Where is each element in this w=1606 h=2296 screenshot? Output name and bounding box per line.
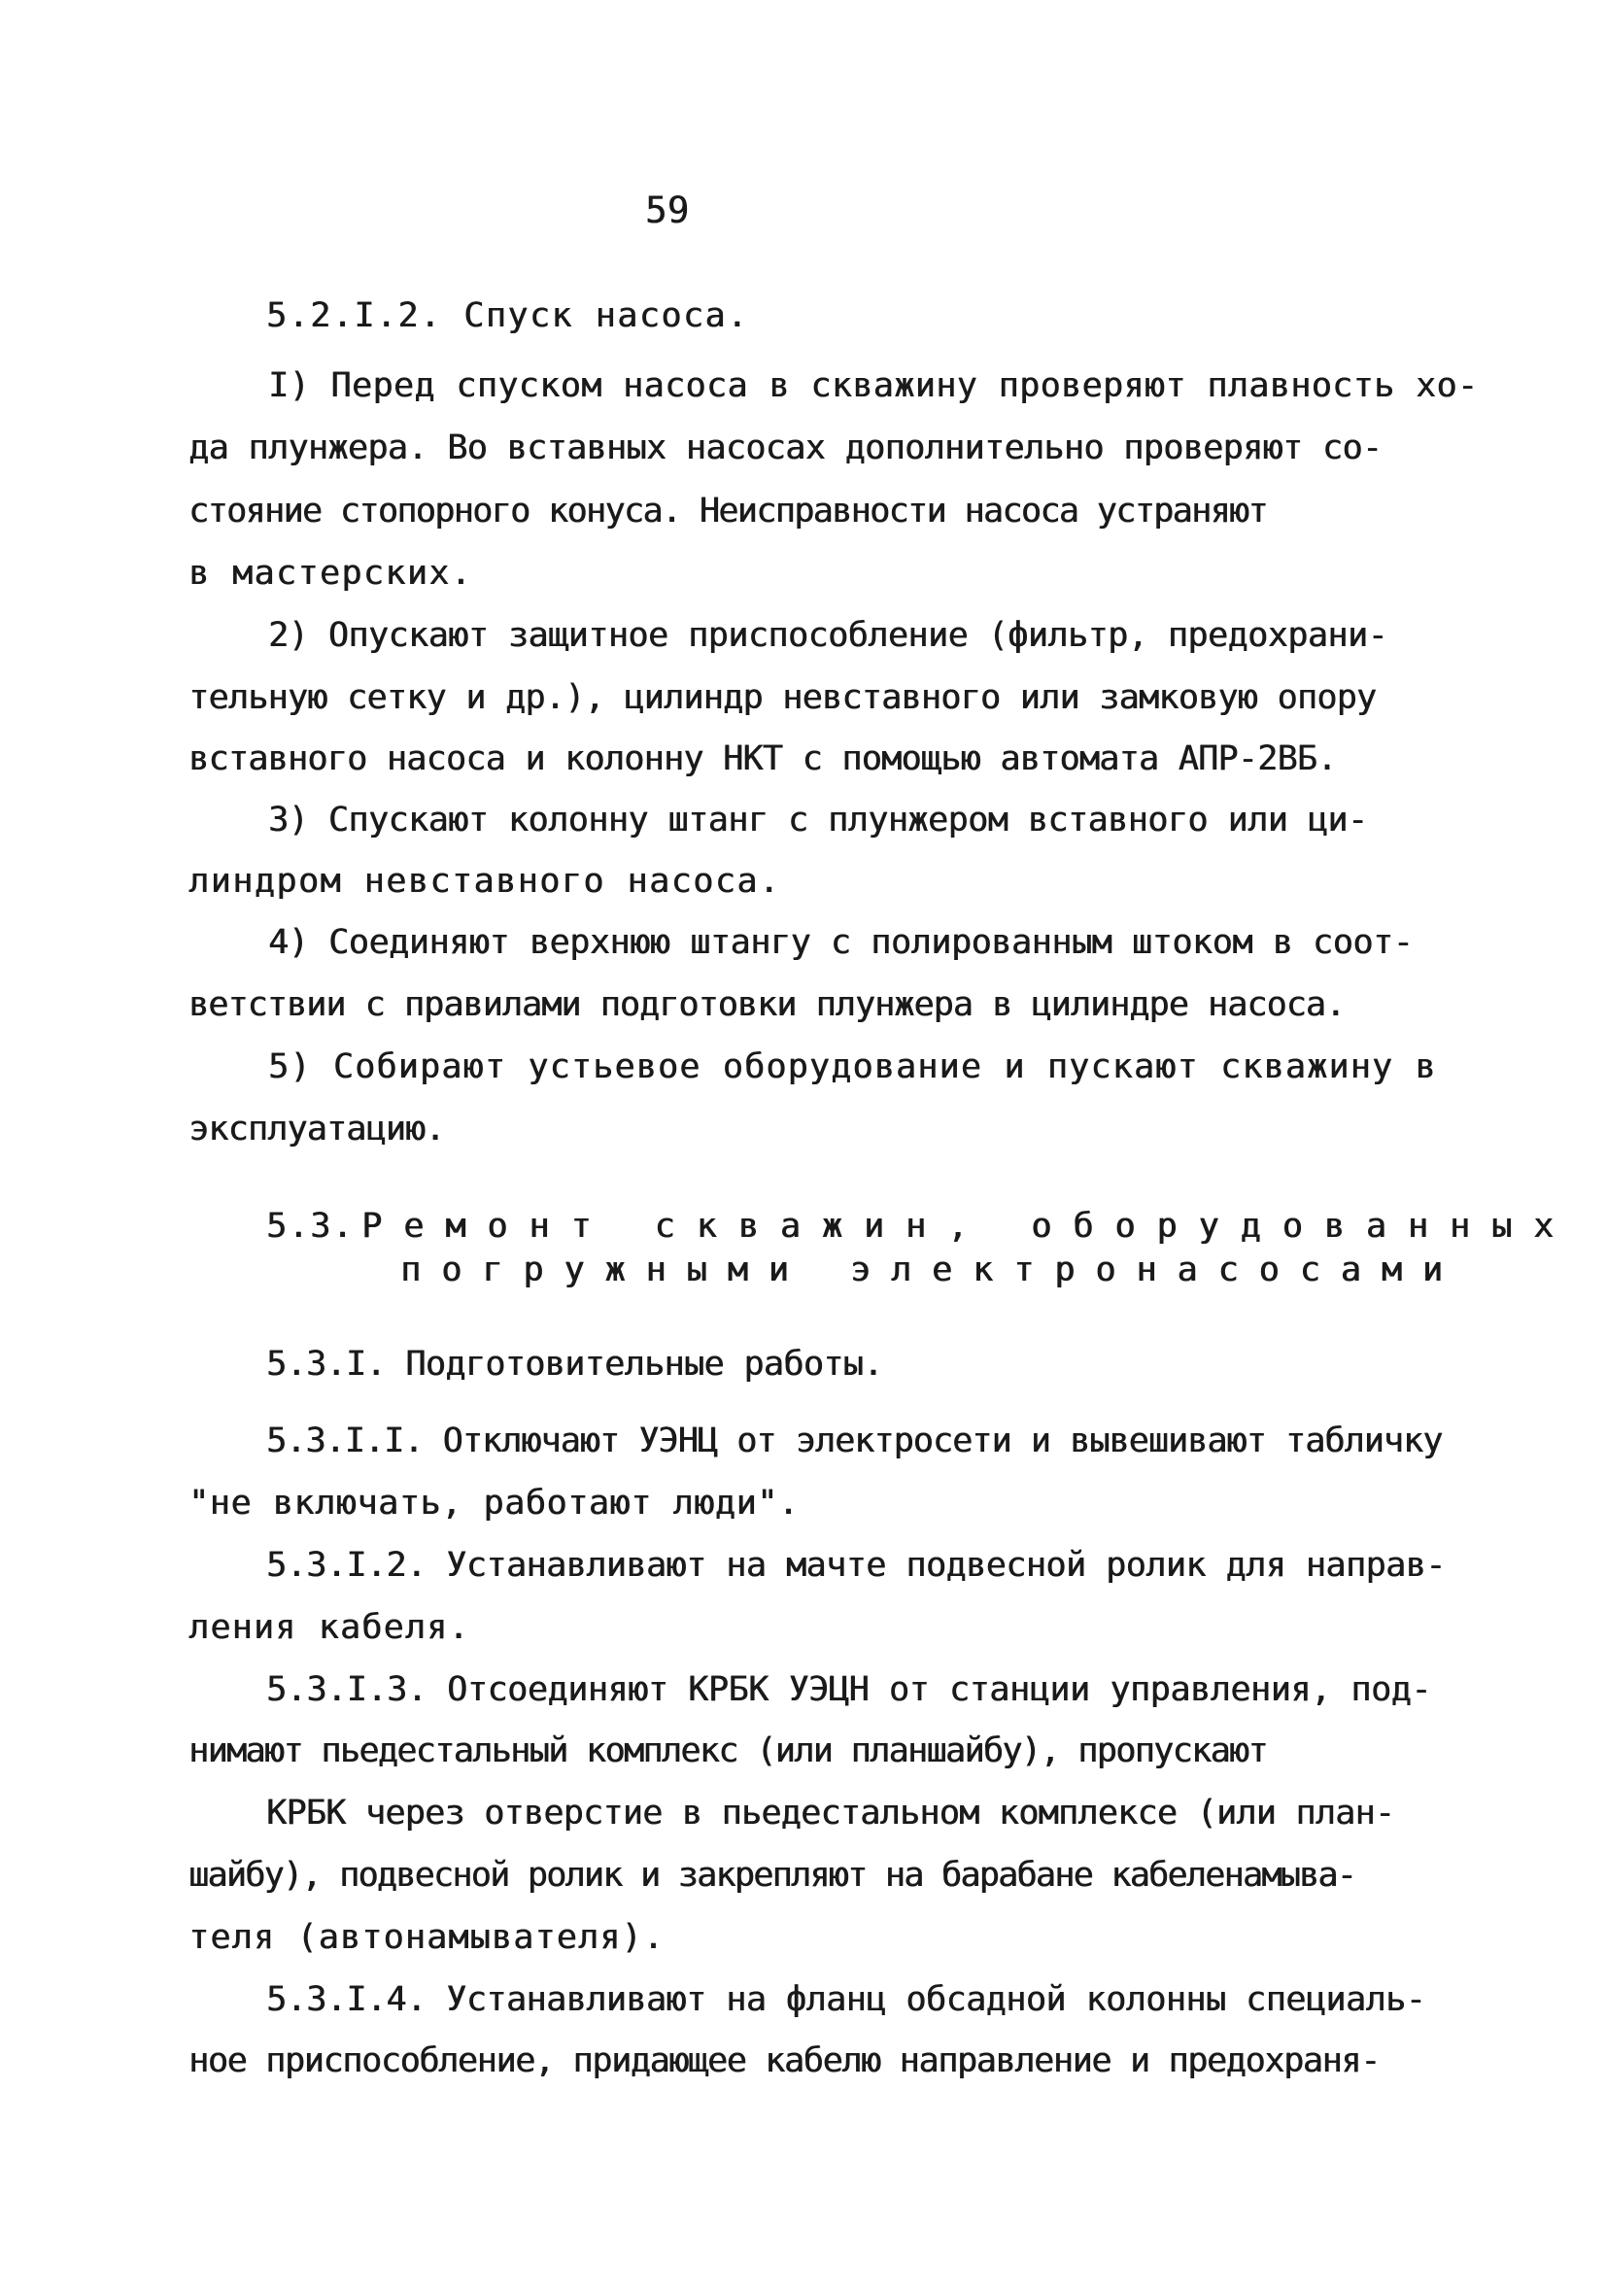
paragraph-line: 5.3.I.I. Отключают УЭНЦ от электросети и вывешивают табличку: [266, 1422, 1443, 1460]
subsection-heading: 5.3.I. Подготовительные работы.: [266, 1345, 883, 1384]
paragraph-line: в мастерских.: [188, 554, 473, 593]
paragraph-line: тельную сетку и др.), цилиндр невставного или замковую опору: [188, 678, 1377, 717]
paragraph-line: вставного насоса и колонну НКТ с помощью автомата АПР-2ВБ.: [188, 739, 1337, 778]
section-title: погружными электронасосами: [400, 1251, 1463, 1289]
paragraph-line: ветствии с правилами подготовки плунжера в цилиндре насоса.: [188, 985, 1346, 1024]
paragraph-line: "не включать, работают люди".: [188, 1484, 800, 1523]
paragraph-line: нимают пьедестальный комплекс (или планшайбу), пропускают: [188, 1731, 1267, 1770]
paragraph-line: 3) Спускают колонну штанг с плунжером вставного или ци-: [268, 801, 1368, 840]
paragraph-line: ления кабеля.: [188, 1608, 470, 1647]
paragraph-line: 5.3.I.4. Устанавливают на фланц обсадной колонны специаль-: [266, 1980, 1426, 2019]
section-number: 5.3.: [266, 1207, 355, 1246]
paragraph-line: ное приспособление, придающее кабелю направление и предохраня-: [188, 2041, 1380, 2080]
paragraph-line: эксплуатацию.: [188, 1110, 445, 1148]
section-title: Ремонт скважин, оборудованных: [361, 1207, 1576, 1246]
paragraph-line: 5.3.I.3. Отсоединяют КРБК УЭЦН от станции управления, под-: [266, 1670, 1431, 1709]
section-heading: 5.2.I.2. Спуск насоса.: [266, 296, 749, 335]
paragraph-line: 4) Соединяют верхнюю штангу с полированным штоком в соот-: [268, 923, 1414, 962]
paragraph-line: шайбу), подвесной ролик и закрепляют на барабане кабеленамыва-: [188, 1856, 1356, 1895]
paragraph-line: 5.3.I.2. Устанавливают на мачте подвесной ролик для направ-: [266, 1546, 1446, 1585]
paragraph-line: линдром невставного насоса.: [188, 862, 781, 901]
page-number: 59: [645, 189, 690, 231]
paragraph-line: 5) Собирают устьевое оборудование и пускают скважину в: [268, 1047, 1437, 1086]
paragraph-line: 2) Опускают защитное приспособление (фильтр, предохрани-: [268, 616, 1388, 655]
paragraph-line: I) Перед спуском насоса в скважину проверяют плавность хо-: [268, 366, 1479, 405]
paragraph-line: стояние стопорного конуса. Неисправности насоса устраняют: [188, 492, 1267, 531]
paragraph-line: теля (автонамывателя).: [188, 1918, 665, 1957]
paragraph-line: КРБК через отверстие в пьедестальном комплексе (или план-: [266, 1794, 1395, 1833]
paragraph-line: да плунжера. Во вставных насосах дополнительно проверяют со-: [188, 428, 1383, 467]
